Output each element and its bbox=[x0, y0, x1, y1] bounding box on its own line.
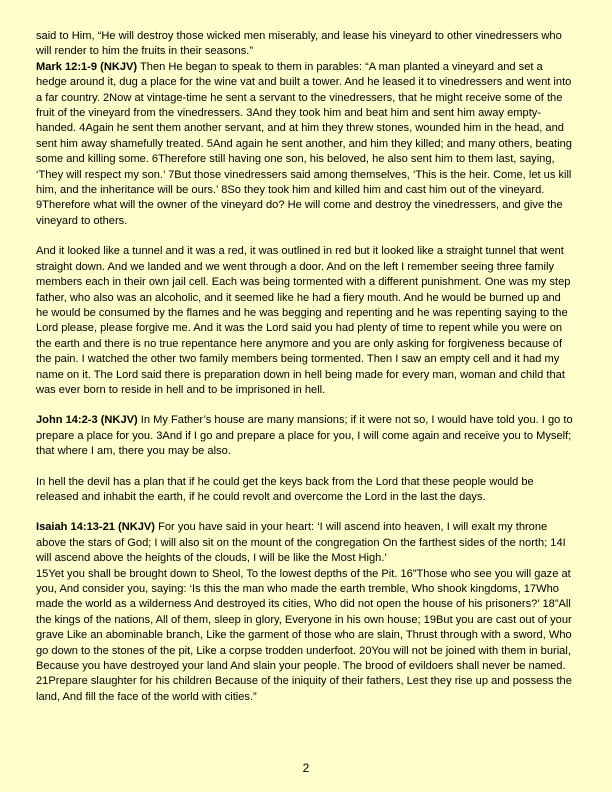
paragraph-tunnel-vision bbox=[36, 244, 576, 398]
scripture-reference: Mark 12:1-9 (NKJV) bbox=[36, 60, 138, 73]
scripture-reference: Isaiah 14:13-21 (NKJV) bbox=[36, 521, 156, 534]
paragraph-text: For you have said in your heart: ‘I will ascend into heaven, I will exalt my throne above the stars of God; I will also sit on the mount of the congregation On the farthest sides of the north; 14I will ascend above the heights of the clouds, I will be like the Most High.’ 15Yet you shall be brought down to Sheol, To the lowest depths of the Pit. 16”Those who see you will gaze at you, And consider you, saying: ‘Is this the man who made the earth tremble, Who shook kingdoms, 17Who made the world as a wilderness And destroyed its cities, Who did not open the house of his prisoners?’ 18”All the kings of the nations, All of them, sleep in glory, Everyone in his own house; 19But you are cast out of your grave Like an abominable branch, Like the garment of those who are slain, Thrust through with a sword, Who go down to the stones of the pit, Like a corpse trodden underfoot. 20You will not be joined with them in burial, Because you have destroyed your land And slain your people. The brood of evildoers shall never be named. 21Prepare slaughter for his children Because of the iniquity of their fathers, Lest they rise up and possess the land, And fill the face of the world with cities.” bbox=[36, 521, 572, 703]
paragraph-isaiah-14 bbox=[36, 520, 576, 705]
paragraph-text: Then He began to speak to them in parables: “A man planted a vineyard and set a hedge around it, dug a place for the wine vat and built a tower. And he leased it to vinedressers and went into a far country. 2Now at vintage-time he sent a servant to the vinedressers, that he might receive some of the fruit of the vineyard from the vinedressers. 3And they took him and beat him and sent him away empty-handed. 4Again he sent them another servant, and at him they threw stones, wounded him in the head, and sent him away shamefully treated. 5And again he sent another, and him they killed; and many others, beating some and killing some. 6Therefore still having one son, his beloved, he also sent him to them last, saying, ‘They will respect my son.’ 7But those vinedressers said among themselves, ‘This is the heir. Come, let us kill him, and the inheritance will be ours.’ 8So they took him and killed him and cast him out of the vineyard. 9Therefore what will the owner of the vineyard do? He will come and destroy the vinedressers, and give the vineyard to others. bbox=[36, 60, 572, 227]
paragraph-text: And it looked like a tunnel and it was a red, it was outlined in red but it looked like a straight tunnel that went straight down. And we landed and we went through a door. And on the left I remember seeing three family members each in their own jail cell. Each was being tormented with a different punishment. One was my step father, who also was an alcoholic, and it seemed like he had a fiery mouth. And he would be burned up and he would be consumed by the flames and he was begging and repenting and he was repenting saying to the Lord please, please forgive me. And it was the Lord said you had plenty of time to repent while you were on the earth and there is no true repentance here anymore and you are only asking for forgiveness because of the pain. I watched the other two family members being tormented. Then I saw an empty cell and it had my name on it. The Lord said there is preparation down in hell being made for every man, woman and child that was ever born to reside in hell and to be imprisoned in hell. bbox=[36, 245, 571, 396]
scripture-reference: John 14:2-3 (NKJV) bbox=[36, 414, 138, 427]
paragraph-john-14 bbox=[36, 413, 576, 459]
paragraph-mark-12 bbox=[36, 60, 576, 229]
paragraph-text: In My Father’s house are many mansions; if it were not so, I would have told you. I go to prepare a place for you. 3And if I go and prepare a place for you, I will come again and receive you to Myself; that where I am, there you may be also. bbox=[36, 414, 573, 458]
paragraph-parable-ending bbox=[36, 29, 576, 60]
paragraph-text: said to Him, “He will destroy those wicked men miserably, and lease his vineyard to other vinedressers who will render to him the fruits in their seasons.” bbox=[36, 30, 562, 58]
paragraph-text: In hell the devil has a plan that if he could get the keys back from the Lord that these people would be released and inhabit the earth, if he could revolt and overcome the Lord in the last the days. bbox=[36, 475, 534, 503]
page-number: 2 bbox=[302, 761, 310, 775]
paragraph-devil-plan bbox=[36, 475, 576, 506]
document-page bbox=[36, 29, 576, 705]
